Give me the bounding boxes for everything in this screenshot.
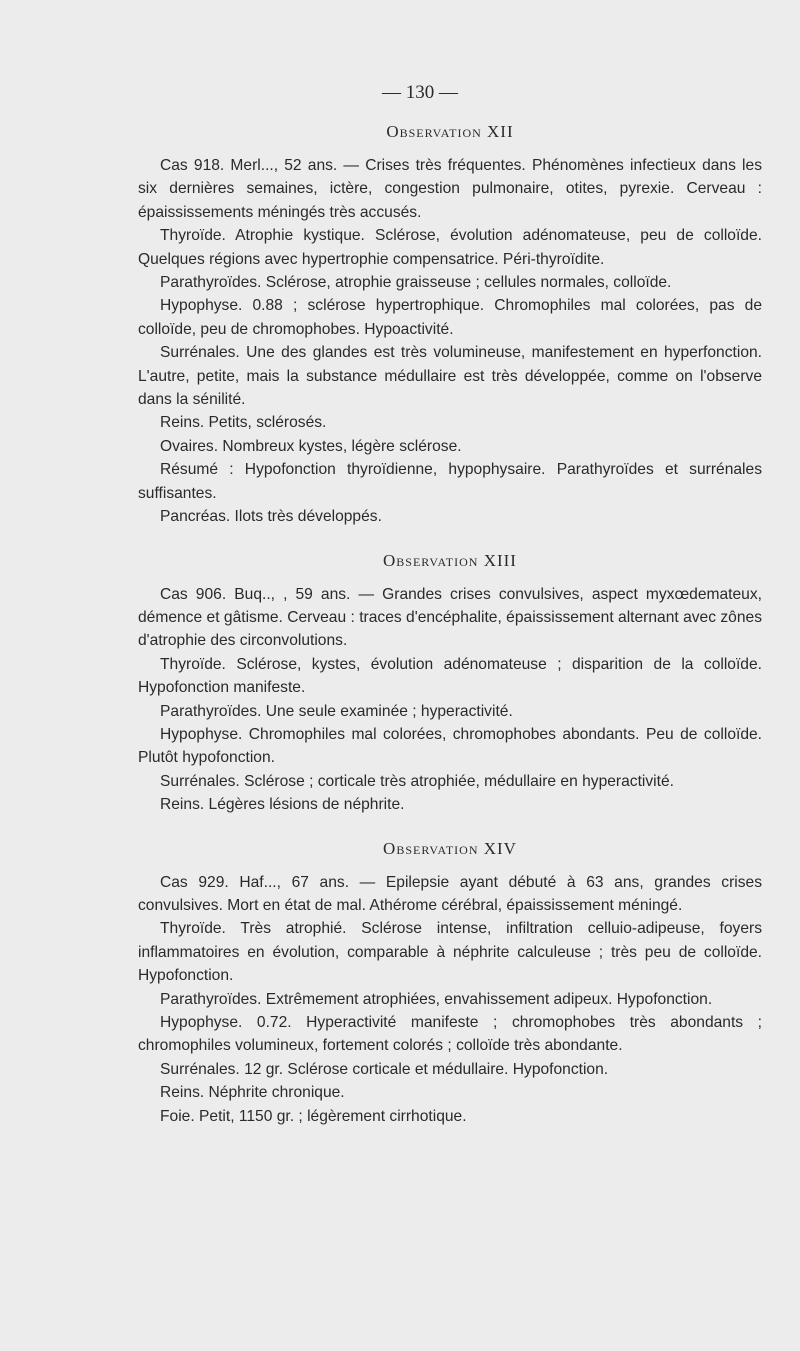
- observation-section: [138, 122, 762, 529]
- paragraph: Résumé : Hypofonction thyroïdienne, hypophysaire. Parathyroïdes et surrénales suffisantes.: [138, 461, 762, 502]
- observation-title: Observation XIV: [383, 838, 517, 858]
- paragraph: Pancréas. Ilots très développés.: [160, 508, 382, 526]
- paragraph: Reins. Néphrite chronique.: [160, 1084, 345, 1102]
- paragraph: Cas 918. Merl..., 52 ans. — Crises très fréquentes. Phénomènes infectieux dans les six dernières semaines, ictère, congestion pulmonaire, otites, pyrexie. Cerveau : épaississements méningés très accusés.: [138, 157, 762, 221]
- observation-title: Observation XII: [386, 122, 514, 141]
- paragraph: Parathyroïdes. Sclérose, atrophie graisseuse ; cellules normales, colloïde.: [160, 274, 672, 292]
- paragraph: Thyroïde. Très atrophié. Sclérose intense, infiltration celluio-adipeuse, foyers inflammatoires en évolution, comparable à néphrite calculeuse ; très peu de colloïde. Hypofonction.: [138, 920, 762, 985]
- page-number: — 130 —: [382, 82, 458, 103]
- paragraph: Foie. Petit, 1150 gr. ; légèrement cirrhotique.: [160, 1107, 467, 1125]
- paragraph: Surrénales. 12 gr. Sclérose corticale et médullaire. Hypofonction.: [160, 1060, 609, 1078]
- paragraph: Hypophyse. 0.72. Hyperactivité manifeste ; chromophobes très abondants ; chromophiles volumineux, fortement colorés ; colloïde très abondante.: [138, 1014, 762, 1055]
- paragraph: Hypophyse. Chromophiles mal colorées, chromophobes abondants. Peu de colloïde. Plutôt hypofonction.: [138, 725, 762, 767]
- paragraph: Ovaires. Nombreux kystes, légère sclérose.: [160, 437, 462, 455]
- paragraph: Parathyroïdes. Une seule examinée ; hyperactivité.: [160, 702, 513, 720]
- observation-section: [138, 551, 762, 817]
- paragraph: Cas 929. Haf..., 67 ans. — Epilepsie ayant débuté à 63 ans, grandes crises convulsives. Mort en état de mal. Athérome cérébral, épaississement méningé.: [138, 873, 762, 914]
- paragraph: Thyroïde. Atrophie kystique. Sclérose, évolution adénomateuse, peu de colloïde. Quelques régions avec hypertrophie compensatrice. Péri-thyroïdite.: [138, 227, 762, 268]
- paragraph: Parathyroïdes. Extrêmement atrophiées, envahissement adipeux. Hypofonction.: [160, 990, 713, 1008]
- paragraph: Hypophyse. 0.88 ; sclérose hypertrophique. Chromophiles mal colorées, pas de colloïde, peu de chromophobes. Hypoactivité.: [138, 297, 762, 338]
- paragraph: Cas 906. Buq.., , 59 ans. — Grandes crises convulsives, aspect myxœdemateux, démence et gâtisme. Cerveau : traces d'encéphalite, épaississement alternant avec zônes d'atrophie des circonvolutions.: [138, 585, 762, 650]
- paragraph: Reins. Légères lésions de néphrite.: [160, 796, 405, 814]
- observation-section: [138, 839, 762, 1128]
- paragraph: Thyroïde. Sclérose, kystes, évolution adénomateuse ; disparition de la colloïde. Hypofonction manifeste.: [138, 655, 762, 697]
- paragraph: Surrénales. Sclérose ; corticale très atrophiée, médullaire en hyperactivité.: [160, 772, 674, 790]
- paragraph: Reins. Petits, sclérosés.: [160, 414, 327, 432]
- observation-title: Observation XIII: [383, 550, 517, 570]
- paragraph: Surrénales. Une des glandes est très volumineuse, manifestement en hyperfonction. L'autre, petite, mais la substance médullaire est très développée, comme on l'observe dans la sénilité.: [138, 344, 762, 409]
